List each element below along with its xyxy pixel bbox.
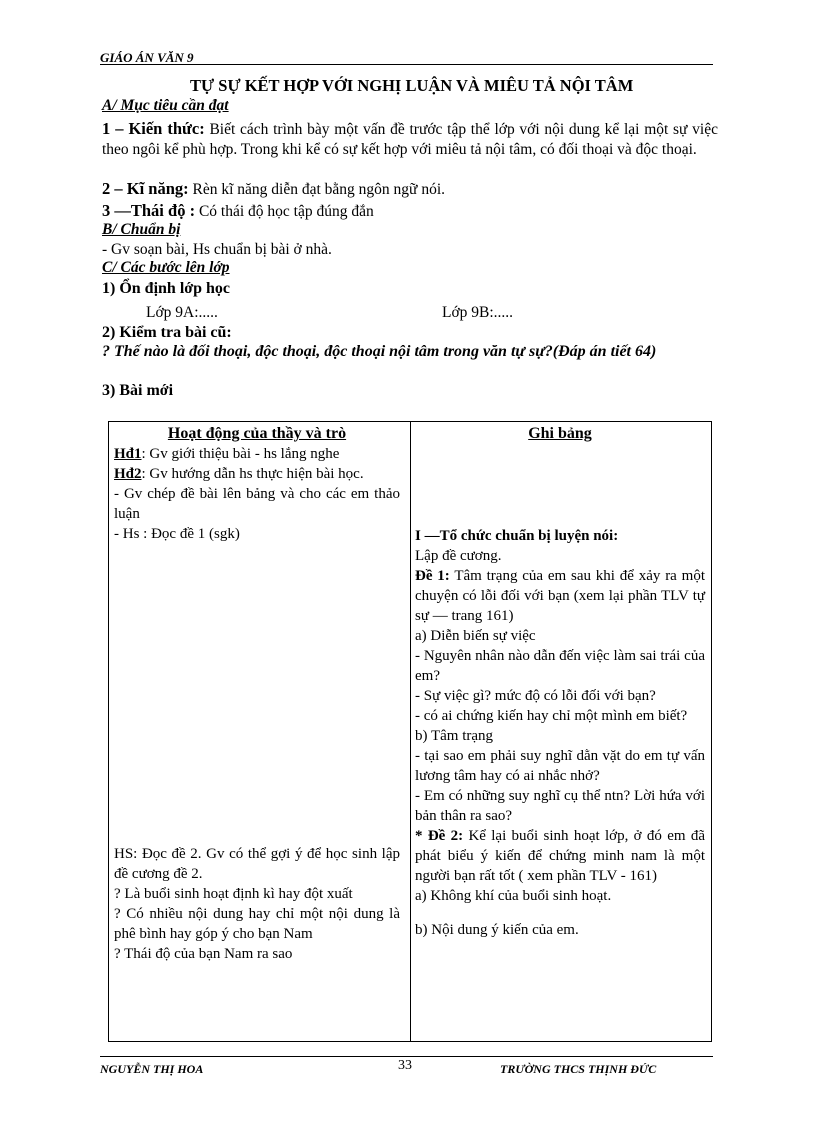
- section-a-label: A/ Mục tiêu cần đạt: [102, 97, 229, 114]
- section-c-label: C/ Các bước lên lớp: [102, 259, 230, 276]
- board-line: - Nguyên nhân nào dẫn đến việc làm sai trái của em?: [415, 648, 705, 684]
- step-2: 2) Kiểm tra bài cũ:: [102, 324, 232, 341]
- hd1-text: : Gv giới thiệu bài - hs lắng nghe: [141, 446, 340, 462]
- skill-line: [102, 179, 445, 199]
- lesson-table: [108, 421, 712, 1042]
- lesson-title: TỰ SỰ KẾT HỢP VỚI NGHỊ LUẬN VÀ MIÊU TẢ NỘI TÂM: [190, 76, 634, 95]
- activities-column: [114, 424, 400, 964]
- footer-author: NGUYỄN THỊ HOA: [100, 1062, 204, 1076]
- activity-line: HS: Đọc đề 2. Gv có thể gợi ý để học sinh lập đề cương đề 2.: [114, 846, 400, 882]
- section-b-label: B/ Chuẩn bị: [102, 221, 181, 238]
- board-line: Lập đề cương.: [415, 548, 502, 564]
- section-a-heading: [102, 97, 229, 115]
- activity-hd2: [114, 464, 400, 484]
- board-line: b) Nội dung ý kiến của em.: [415, 922, 579, 938]
- board-notes-column: [415, 424, 705, 940]
- page-number: 33: [398, 1058, 412, 1073]
- topic-2-text: Kể lại buổi sinh hoạt lớp, ở đó em đã phát biểu ý kiến để chứng minh nam là một người bạn rất tốt ( xem phần TLV - 161): [415, 828, 705, 884]
- class-9b: Lớp 9B:.....: [442, 304, 514, 321]
- table-divider: [410, 422, 411, 1041]
- knowledge-paragraph: [102, 119, 718, 160]
- board-section-title: I —Tổ chức chuẩn bị luyện nói:: [415, 528, 619, 544]
- skill-label: 2 – Kĩ năng:: [102, 179, 189, 198]
- class-9a: Lớp 9A:.....: [146, 304, 218, 321]
- section-b-heading: [102, 221, 180, 239]
- board-notes-header: Ghi bảng: [528, 425, 592, 442]
- topic-1: [415, 566, 705, 626]
- hd2-text: : Gv hướng dẫn hs thực hiện bài học.: [141, 466, 364, 482]
- topic-1-text: Tâm trạng của em sau khi để xảy ra một chuyện có lỗi đối với bạn (xem lại phần TLV tự sự — trang 161): [415, 568, 705, 624]
- activity-hd1: [114, 444, 400, 464]
- activity-line: ? Thái độ của bạn Nam ra sao: [114, 946, 293, 962]
- header-rule: [100, 64, 713, 65]
- board-line: - Sự việc gì? mức độ có lỗi đối với bạn?: [415, 688, 656, 704]
- footer-rule: [100, 1056, 713, 1057]
- activity-line: - Gv chép đề bài lên bảng và cho các em thảo luận: [114, 486, 400, 522]
- knowledge-text: Biết cách trình bày một vấn đề trước tập thể lớp với nội dung kể lại một sự việc theo ngôi kể phù hợp. Trong khi kể có sự kết hợp với miêu tả nội tâm, có đối thoại và độc thoại.: [102, 121, 718, 158]
- board-line: a) Không khí của buổi sinh hoạt.: [415, 888, 612, 904]
- review-question: ? Thế nào là đối thoại, độc thoại, độc thoại nội tâm trong văn tự sự?(Đáp án tiết 64): [102, 343, 657, 360]
- board-line: b) Tâm trạng: [415, 728, 494, 744]
- step-3: 3) Bài mới: [102, 382, 174, 399]
- header-subject: GIÁO ÁN VĂN 9: [100, 50, 194, 65]
- knowledge-label: 1 – Kiến thức:: [102, 119, 205, 138]
- attitude-label: 3 —Thái độ :: [102, 201, 196, 220]
- board-line: a) Diễn biến sự việc: [415, 628, 536, 644]
- topic-2-label: * Đề 2:: [415, 828, 464, 844]
- topic-1-label: Đề 1:: [415, 568, 450, 584]
- activities-header: Hoạt động của thầy và trò: [167, 425, 347, 442]
- section-c-heading: [102, 259, 230, 277]
- board-line: - tại sao em phải suy nghĩ dằn vặt do em tự vấn lương tâm hay có ai nhắc nhở?: [415, 748, 705, 784]
- activity-line: ? Là buổi sinh hoạt định kì hay đột xuất: [114, 886, 353, 902]
- activity-line: - Hs : Đọc đề 1 (sgk): [114, 526, 240, 542]
- board-line: - Em có những suy nghĩ cụ thể ntn? Lời hứa với bản thân ra sao?: [415, 788, 705, 824]
- skill-text: Rèn kĩ năng diễn đạt bằng ngôn ngữ nói.: [188, 181, 446, 198]
- hd2-label: Hđ2: [114, 466, 142, 482]
- section-b-text: - Gv soạn bài, Hs chuẩn bị bài ở nhà.: [102, 241, 332, 258]
- topic-2: [415, 826, 705, 886]
- activity-line: ? Có nhiều nội dung hay chỉ một nội dung là phê bình hay góp ý cho bạn Nam: [114, 906, 400, 942]
- board-line: - có ai chứng kiến hay chỉ một mình em biết?: [415, 708, 688, 724]
- step-1: 1) Ổn định lớp học: [102, 280, 231, 297]
- hd1-label: Hđ1: [114, 446, 142, 462]
- attitude-line: [102, 201, 374, 221]
- attitude-text: Có thái độ học tập đúng đắn: [195, 203, 374, 220]
- footer-school: TRƯỜNG THCS THỊNH ĐỨC: [500, 1062, 657, 1076]
